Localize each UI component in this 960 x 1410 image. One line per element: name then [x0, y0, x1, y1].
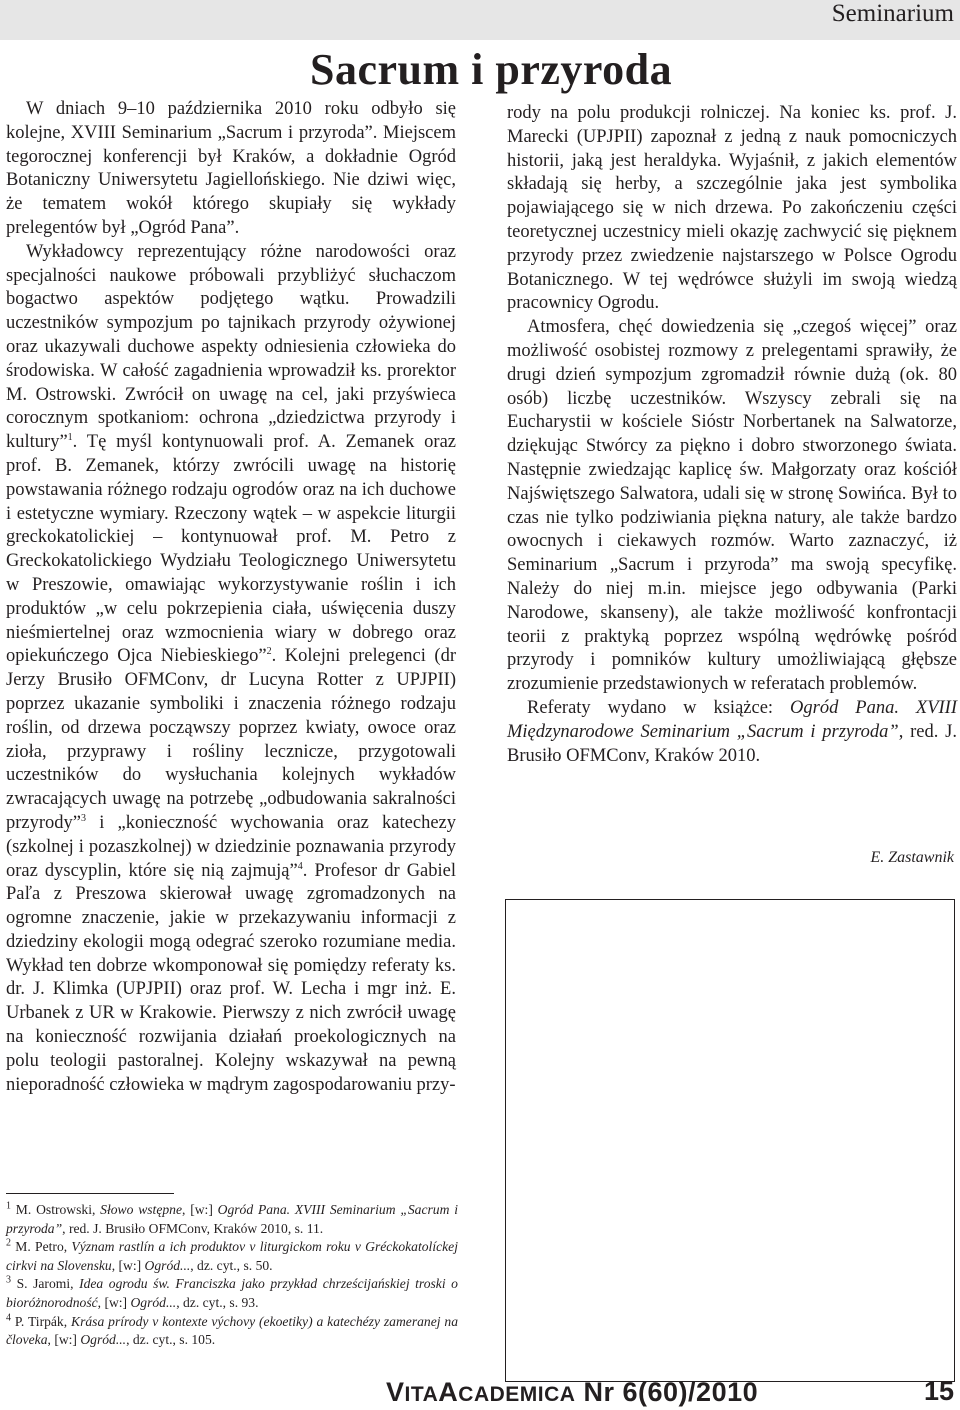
journal-v: V — [386, 1377, 405, 1407]
image-placeholder-frame — [505, 899, 955, 1382]
journal-ita: ITA — [404, 1383, 439, 1406]
footnotes: $^1$ M. Ostrowski, Słowo wstępne, [w:] Ogród Pana. XVIII Seminarium „Sacrum i przyroda”, red. J. Brusiło OFMConv, Kraków 2010, s. 11. $^2$ M. Petro, Význam rastlín a ich produktov v liturgickom roku v Gréckokatolíckej cirkvi na Slovensku, [w:] Ogród..., dz. cyt., s. 50. $^3$ S. Jaromi, Idea ogrodu św. Franciszka jako przykład chrześcijańskiej troski o bioróżnorodność, [w:] Ogród..., dz. cyt., s. 93. $^4$ P. Tirpák, Krása prírody v kontexte výchovy (ekoetiky) a katechézy zameranej na človeka, [w:] Ogród..., dz. cyt., s. 105. — [6, 1200, 458, 1348]
author-signature: E. Zastawnik — [870, 849, 954, 866]
article-title: Sacrum i przyroda — [310, 45, 673, 94]
issue-number: 6(60)/2010 — [622, 1377, 759, 1407]
section-label: Seminarium — [831, 0, 954, 27]
journal-a: A — [438, 1377, 459, 1407]
article-column-right: rody na polu produkcji rolniczej. Na koniec ks. prof. J. Marecki (UPJPII) zapoznał z jedną z nauk pomocniczych historii, jaką jest heraldyka. Wyjaśnił, z jakich elementów składają się herby, a szczególnie jaka jest symbolika pojawiającego się w nich drzewa. Po zakończeniu części teoretycznej uczestnicy mieli okazję zachwycić się pięknem przyrody przez zwiedzenie najstarszego w Polsce Ogrodu Botanicznego. W tej wędrówce służyli im swoją wiedzą pracownicy Ogrodu. Atmosfera, chęć dowiedzenia się „czegoś więcej” oraz możliwość osobistej rozmowy z prelegentami sprawiły, że drugi dzień sympozjum zgromadził równie dużą (ok. 80 osób) liczbę uczestników. Wszyscy zebrali się na Eucharystii w kościele Sióstr Norbertanek na Salwatorze, dziękując Stwórcy za piękno i dobro stworzonego świata. Następnie zwiedzając kaplicę św. Małgorzaty oraz kościół Najświętszego Salwatora, udali się w stronę Sowińca. Był to czas nie tylko podziwiania piękna natury, ale także bardzo owocnych i ciekawych rozmów. Warto zaznaczyć, iż Seminarium „Sacrum i przyroda” ma swoją specyfikę. Należy do niej m.in. miejsce jego odbywania (Parki Narodowe, skanseny), ale także możliwość konfrontacji teorii z praktyką poprzez wspólną wędrówkę pośród przyrody i pomników kultury umożliwiającą głębsze zrozumienie przedstawionych w referatach problemów. Referaty wydano w książce: Ogród Pana. XVIII Międzynarodowe Seminarium „Sacrum i przyroda”, red. J. Brusiło OFMConv, Kraków 2010. — [507, 103, 957, 766]
page-number: 15 — [923, 1376, 954, 1406]
journal-nr: Nr — [583, 1377, 615, 1407]
article-column-left: W dniach 9–10 października 2010 roku odbyło się kolejne, XVIII Seminarium „Sacrum i przyroda”. Miejscem tegorocznej konferencji był Kraków, a dokładnie Ogród Botaniczny Uniwersytetu Jagiellońskiego. Nie dziwi więc, że tematem wokół którego skupiały się wykłady prelegentów był „Ogród Pana”. Wykładowcy reprezentujący różne narodowości oraz specjalności naukowe próbowali przybliżyć słuchaczom bogactwo aspektów podjętego wątku. Prowadzili uczestników sympozjum po tajnikach przyrody ożywionej oraz ukazywali duchowe aspekty odniesienia człowieka do środowiska. W całość zagadnienia wprowadził ks. prorektor M. Ostrowski. Zwrócił on uwagę na cel, jaki przyświeca corocznym spotkaniom: ochrona „dziedzictwa przyrody i kultury”$^1$. Tę myśl kontynuowali prof. A. Zemanek oraz prof. B. Zemanek, którzy zwrócili uwagę na historię powstawania różnego rodzaju ogrodów oraz na ich duchowe i estetyczne wymiary. Rzeczony wątek – w aspekcie liturgii greckokatolickiej – kontynuował prof. M. Petro z Greckokatolickiego Wydziału Teologicznego Uniwersytetu w Preszowie, omawiając wykorzystywanie roślin i ich produktów „w celu pokrzepienia ciała, uświęcenia duszy nieśmiertelnej oraz wzmocnienia wiary w dobrego oraz opiekuńczego Ojca Niebieskiego”$^2$. Kolejni prelegenci (dr Jerzy Brusiło OFMConv, dr Lucyna Rotter z UPJPII) poprzez ukazanie symboliki i znaczenia różnego rodzaju roślin, od drzewa począwszy poprzez kwiaty, owoce oraz zioła, przyprawy i rośliny lecznicze, przygotowali uczestników do wysłuchania kolejnych wykładów zwracających uwagę na potrzebę „odbudowania sakralności przyrody”$^3$ i „konieczność wychowania oraz katechezy (szkolnej i pozaszkolnej) w dziedzinie poznawania przyrody oraz dyscyplin, które się nią zajmują”$^4$. Profesor dr Gabiel Paľa z Preszowa skierował uwagę zgromadzonych na ogromne znaczenie, jakie w przekazywaniu informacji z dziedziny ekologii mogą odegrać szeroko rozumiane media. Wykład ten dobrze wkomponował się pomiędzy referaty ks. dr. J. Klimka (UPJPII) oraz prof. W. Lecha i mgr inż. E. Urbanek z UR w Krakowie. Pierwszy z nich zwrócił uwagę na konieczność rozwijania działań proekologicznych na polu teologii pastoralnej. Kolejny wskazywał na pewną nieporadność człowieka w mądrym zagospodarowaniu przy- — [6, 99, 457, 1095]
header-band — [0, 0, 960, 40]
journal-cademica: CADEMICA — [458, 1383, 576, 1406]
page-footer — [0, 1376, 960, 1410]
footnote-divider — [6, 1193, 174, 1194]
journal-issue — [386, 1377, 758, 1408]
